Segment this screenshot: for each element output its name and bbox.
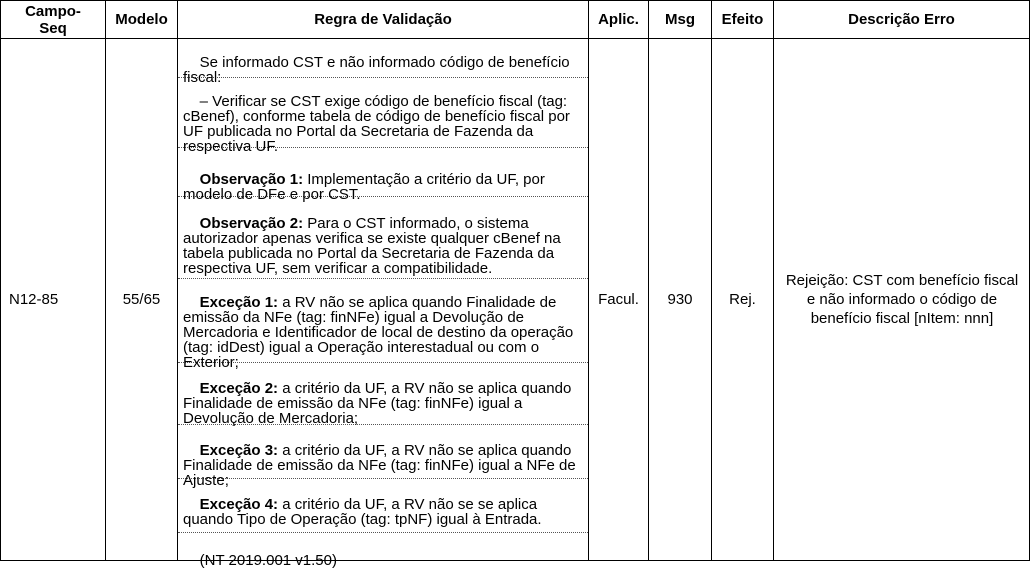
cell-aplic: Facul.	[598, 290, 639, 308]
col-border	[773, 0, 774, 561]
header-msg: Msg	[665, 10, 695, 28]
rule-paragraph	[183, 201, 585, 291]
rule-label: Exceção 2:	[199, 380, 279, 397]
rule-text: Para o CST informado, o sistema autorizador apenas verifica se existe qualquer cBenef na tabela publicada no Portal da Secretaria de Fazenda da respectiva UF, sem verificar a compatibilidade.	[183, 215, 565, 277]
header-efeito: Efeito	[721, 10, 764, 28]
cell-descricao: Rejeição: CST com benefício fiscal e não informado o código de benefício fiscal [nItem: nnn]	[785, 272, 1019, 327]
rule-text: a critério da UF, a RV não se aplica quando Finalidade de emissão da NFe (tag: finNFe) igual a NFe de Ajuste;	[183, 442, 580, 489]
rule-label: Observação 1:	[199, 171, 304, 188]
header-modelo: Modelo	[115, 10, 168, 28]
rule-text: (NT 2019.001 v1.50)	[199, 552, 337, 569]
cell-campo-seq: N12-85	[9, 290, 59, 308]
rule-text: – Verificar se CST exige código de benefício fiscal (tag: cBenef), conforme tabela de código de benefício fiscal por UF publicada no Portal da Secretaria de Fazenda da respectiva UF.	[183, 93, 575, 155]
cell-efeito: Rej.	[729, 290, 756, 308]
header-descricao: Descrição Erro	[848, 10, 955, 28]
rule-text: Implementação a critério da UF, por modelo de DFe e por CST.	[183, 171, 550, 203]
header-aplic: Aplic.	[598, 10, 639, 28]
cell-modelo: 55/65	[122, 290, 161, 308]
rule-text: a RV não se aplica quando Finalidade de emissão da NFe (tag: finNFe) igual a Devolução de Mercadoria e Identificador de local de destino da operação (tag: idDest) igual a Operação interestadual ou com o Exterior;	[183, 294, 578, 371]
col-border	[177, 0, 178, 561]
rule-label: Exceção 3:	[199, 442, 279, 459]
rule-text: Se informado CST e não informado código de benefício fiscal:	[183, 54, 574, 86]
rule-paragraph	[183, 79, 585, 169]
rule-text: a critério da UF, a RV não se aplica quando Finalidade de emissão da NFe (tag: finNFe) igual a Devolução de Mercadoria;	[183, 380, 576, 427]
rule-label: Exceção 1:	[199, 294, 279, 311]
header-campo-seq: Campo- Seq	[25, 2, 81, 37]
rule-label: Observação 2:	[199, 215, 304, 232]
cell-msg: 930	[667, 290, 693, 308]
rule-text: a critério da UF, a RV não se se aplica quando Tipo de Operação (tag: tpNF) igual à Entrada.	[183, 496, 542, 528]
rule-label: Exceção 4:	[199, 496, 279, 513]
header-regra: Regra de Validação	[314, 10, 452, 28]
rule-paragraph	[183, 482, 585, 542]
